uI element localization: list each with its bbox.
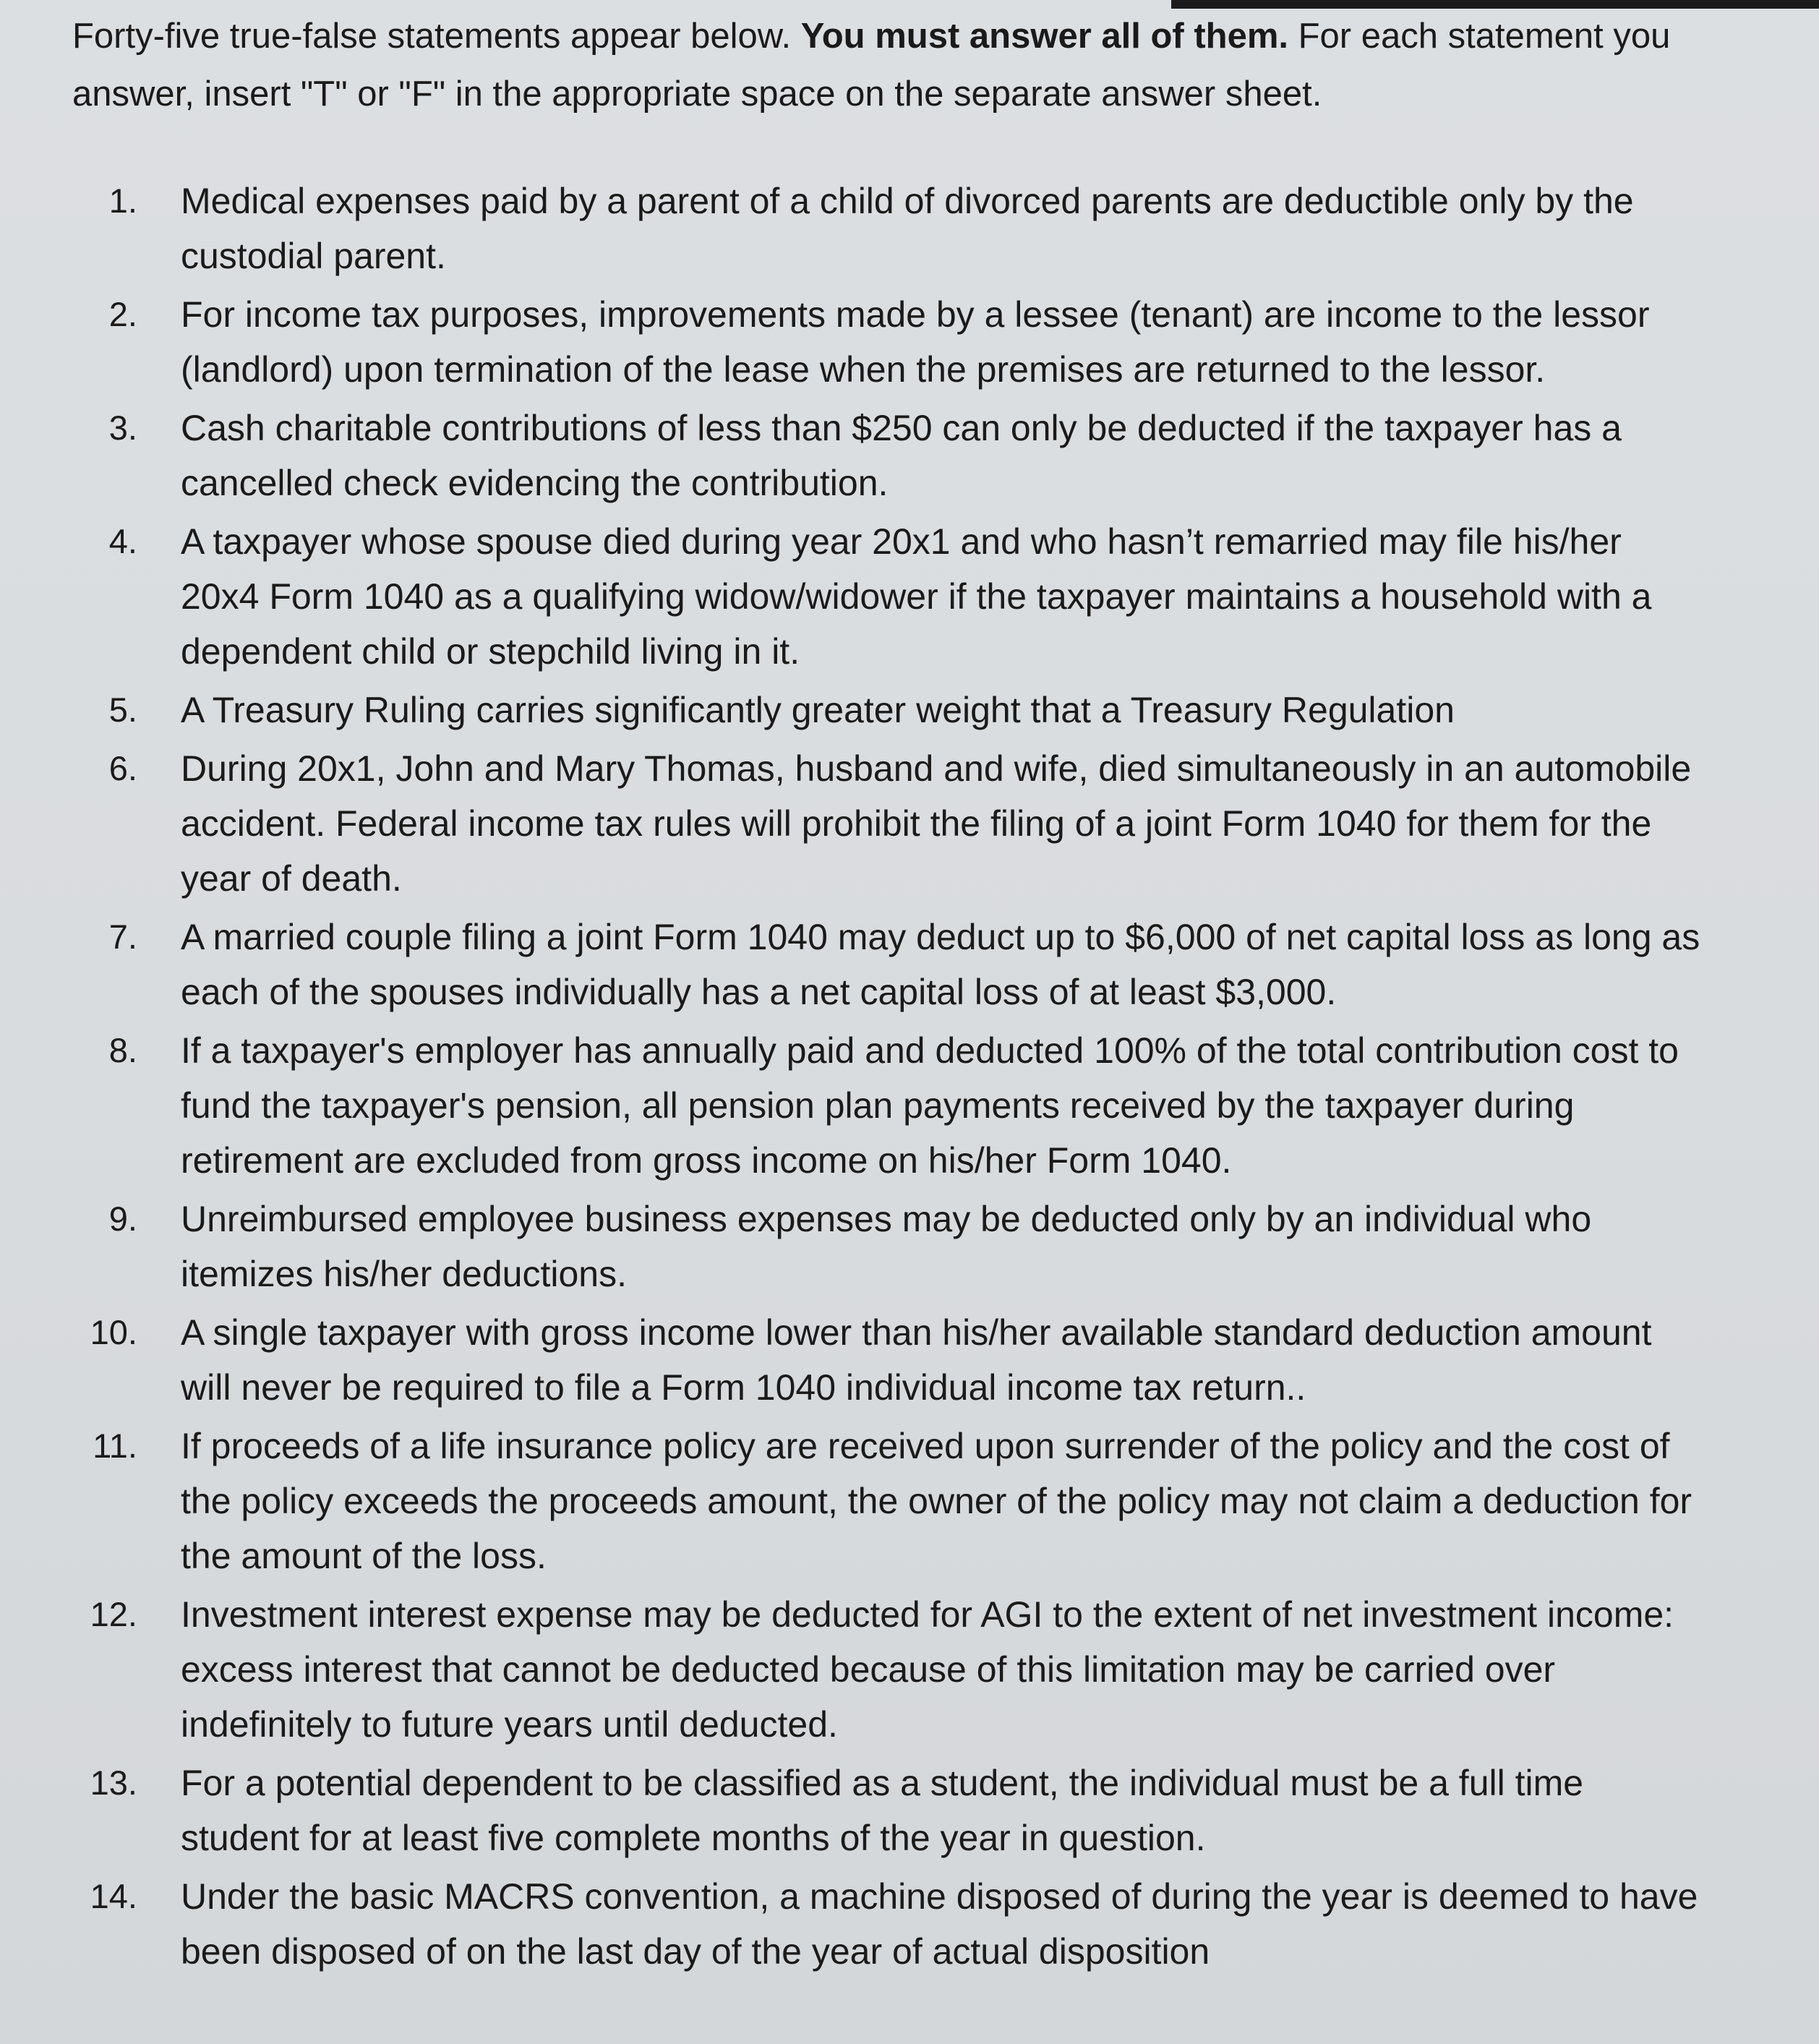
statement-text: A taxpayer whose spouse died during year 20x1 and who hasn’t remarried may file his/her 20x4 Form 1040 as a qualifying widow/widower if the taxpayer maintains a household with a dependent child or stepchild living in it.	[181, 521, 1652, 672]
statement-number: 12.	[90, 1595, 137, 1633]
statement-item	[72, 1419, 1757, 1583]
statement-number: 13.	[90, 1763, 137, 1802]
statement-number: 1.	[108, 181, 137, 220]
statement-text: If proceeds of a life insurance policy are received upon surrender of the policy and the cost of the policy exceeds the proceeds amount, the owner of the policy may not claim a deduction for the amount of the loss.	[181, 1426, 1692, 1576]
statement-list	[72, 174, 1757, 1979]
statement-item	[72, 1023, 1757, 1188]
statement-number: 2.	[108, 295, 137, 333]
statement-item	[72, 1587, 1757, 1752]
exam-page	[72, 7, 1757, 1983]
statement-number: 14.	[90, 1877, 137, 1915]
statement-number: 6.	[108, 749, 137, 787]
statement-item	[72, 1756, 1757, 1865]
statement-number: 7.	[108, 918, 137, 956]
statement-text: For income tax purposes, improvements made by a lessee (tenant) are income to the lessor (landlord) upon termination of the lease when the premises are returned to the lessor.	[181, 294, 1650, 390]
statement-number: 3.	[108, 409, 137, 447]
statement-item	[72, 287, 1757, 397]
instructions-text-1: Forty-five true-false statements appear below.	[72, 17, 801, 56]
statement-text: A Treasury Ruling carries significantly greater weight that a Treasury Regulation	[181, 690, 1455, 730]
statement-item	[72, 683, 1757, 737]
instructions-text-2: For each statement you answer, insert "T" or "F" in the appropriate space on the separate answer sheet.	[72, 17, 1671, 114]
statement-text: A single taxpayer with gross income lower than his/her available standard deduction amount will never be required to file a Form 1040 individual income tax return..	[181, 1312, 1652, 1408]
statement-number: 9.	[108, 1200, 137, 1238]
statement-text: Medical expenses paid by a parent of a child of divorced parents are deductible only by the custodial parent.	[181, 181, 1634, 276]
statement-text: During 20x1, John and Mary Thomas, husband and wife, died simultaneously in an automobile accident. Federal income tax rules will prohibit the filing of a joint Form 1040 for them for the year of death.	[181, 748, 1692, 899]
statement-item	[72, 401, 1757, 510]
statement-item	[72, 174, 1757, 283]
statement-text: Investment interest expense may be deducted for AGI to the extent of net investment income: excess interest that cannot be deducted because of this limitation may be carried over indefinitely to future years until deducted.	[181, 1594, 1674, 1745]
statement-number: 10.	[90, 1313, 137, 1351]
statement-item	[72, 741, 1757, 906]
statement-item	[72, 1192, 1757, 1301]
statement-text: Under the basic MACRS convention, a machine disposed of during the year is deemed to have been disposed of on the last day of the year of actual disposition	[181, 1876, 1698, 1972]
statement-number: 8.	[108, 1031, 137, 1069]
statement-text: If a taxpayer's employer has annually paid and deducted 100% of the total contribution cost to fund the taxpayer's pension, all pension plan payments received by the taxpayer during retirement are excluded from gross income on his/her Form 1040.	[181, 1030, 1679, 1181]
statement-item	[72, 1869, 1757, 1979]
statement-item	[72, 514, 1757, 679]
statement-text: Cash charitable contributions of less than $250 can only be deducted if the taxpayer has a cancelled check evidencing the contribution.	[181, 408, 1622, 503]
statement-text: Unreimbursed employee business expenses may be deducted only by an individual who itemizes his/her deductions.	[181, 1199, 1592, 1294]
statement-item	[72, 1305, 1757, 1415]
instructions-bold: You must answer all of them.	[800, 17, 1289, 56]
instructions	[72, 7, 1750, 123]
statement-number: 4.	[108, 522, 137, 560]
statement-number: 5.	[108, 690, 137, 729]
statement-text: For a potential dependent to be classified as a student, the individual must be a full time student for at least five complete months of the year in question.	[181, 1763, 1584, 1858]
statement-number: 11.	[93, 1427, 137, 1465]
statement-text: A married couple filing a joint Form 1040 may deduct up to $6,000 of net capital loss as long as each of the spouses individually has a net capital loss of at least $3,000.	[181, 917, 1700, 1012]
statement-item	[72, 910, 1757, 1019]
